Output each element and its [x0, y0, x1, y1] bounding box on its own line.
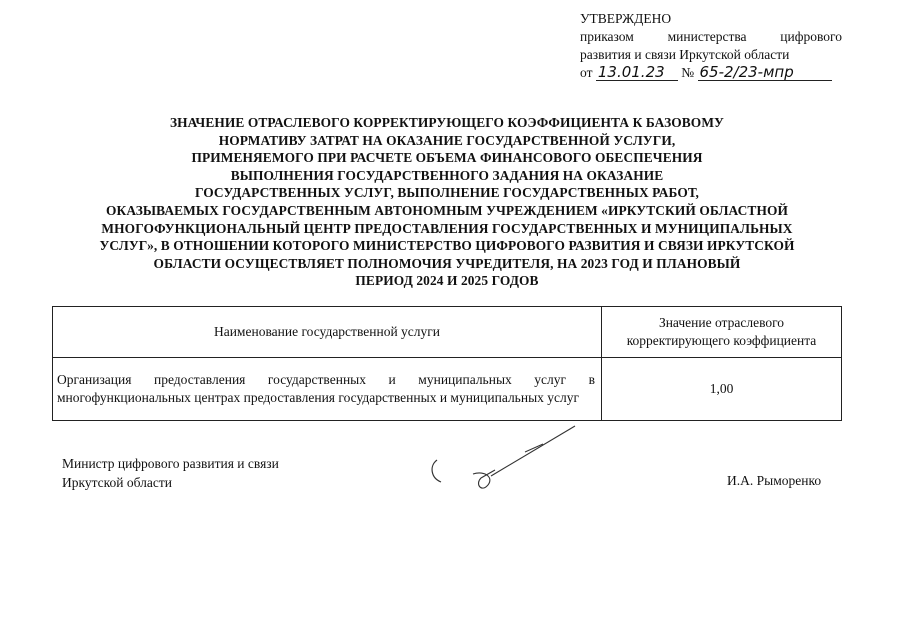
- title-line: ОБЛАСТИ ОСУЩЕСТВЛЯЕТ ПОЛНОМОЧИЯ УЧРЕДИТЕЛЯ, НА 2023 ГОД И ПЛАНОВЫЙ: [153, 255, 741, 271]
- title-line: ВЫПОЛНЕНИЯ ГОСУДАРСТВЕННОГО ЗАДАНИЯ НА ОКАЗАНИЕ: [230, 167, 664, 183]
- date-prefix: от: [580, 65, 593, 80]
- position-line: Министр цифрового развития и связи: [62, 456, 279, 471]
- approval-heading: УТВЕРЖДЕНО: [580, 11, 672, 26]
- service-name-cell: Организация предоставления государственных и муниципальных услуг в многофункциональных центрах предоставления государственных и муниципальных услуг: [53, 358, 602, 421]
- service-name-header: Наименование государственной услуги: [53, 307, 602, 358]
- coefficient-cell: 1,00: [602, 358, 842, 421]
- title-line: ОКАЗЫВАЕМЫХ ГОСУДАРСТВЕННЫМ АВТОНОМНЫМ УЧРЕЖДЕНИЕМ «ИРКУТСКИЙ ОБЛАСТНОЙ: [106, 202, 788, 218]
- coefficient-header: Значение отраслевого корректирующего коэффициента: [602, 307, 842, 358]
- handwritten-signature: [425, 420, 585, 500]
- signatory-position: [62, 454, 279, 492]
- title-line: ПРИМЕНЯЕМОГО ПРИ РАСЧЕТЕ ОБЪЕМА ФИНАНСОВОГО ОБЕСПЕЧЕНИЯ: [191, 150, 703, 166]
- title-line: УСЛУГ», В ОТНОШЕНИИ КОТОРОГО МИНИСТЕРСТВО ЦИФРОВОГО РАЗВИТИЯ И СВЯЗИ ИРКУТСКОЙ: [99, 238, 795, 254]
- handwritten-date: 13.01.23: [596, 64, 678, 81]
- signatory-name: И.А. Рыморенко: [727, 473, 822, 488]
- approval-date-line: [580, 64, 842, 82]
- handwritten-order-number: 65-2/23-мпр: [698, 64, 832, 81]
- title-line: НОРМАТИВУ ЗАТРАТ НА ОКАЗАНИЕ ГОСУДАРСТВЕННОЙ УСЛУГИ,: [218, 132, 676, 148]
- title-line: ПЕРИОД 2024 И 2025 ГОДОВ: [355, 273, 539, 289]
- title-line: ГОСУДАРСТВЕННЫХ УСЛУГ, ВЫПОЛНЕНИЕ ГОСУДАРСТВЕННЫХ РАБОТ,: [194, 185, 700, 201]
- table-header-row: [53, 307, 842, 358]
- title-line: ЗНАЧЕНИЕ ОТРАСЛЕВОГО КОРРЕКТИРУЮЩЕГО КОЭФФИЦИЕНТА К БАЗОВОМУ: [169, 115, 724, 130]
- approval-block: [580, 10, 842, 82]
- position-line: Иркутской области: [62, 475, 173, 490]
- number-prefix: №: [681, 65, 695, 80]
- document-title: [52, 114, 842, 290]
- table-row: [53, 358, 842, 421]
- coefficient-table: [52, 306, 842, 421]
- approval-order-line: приказом министерства цифрового: [580, 29, 842, 44]
- approval-ministry-line: развития и связи Иркутской области: [580, 47, 790, 62]
- title-line: МНОГОФУНКЦИОНАЛЬНЫЙ ЦЕНТР ПРЕДОСТАВЛЕНИЯ ГОСУДАРСТВЕННЫХ И МУНИЦИПАЛЬНЫХ: [101, 220, 793, 236]
